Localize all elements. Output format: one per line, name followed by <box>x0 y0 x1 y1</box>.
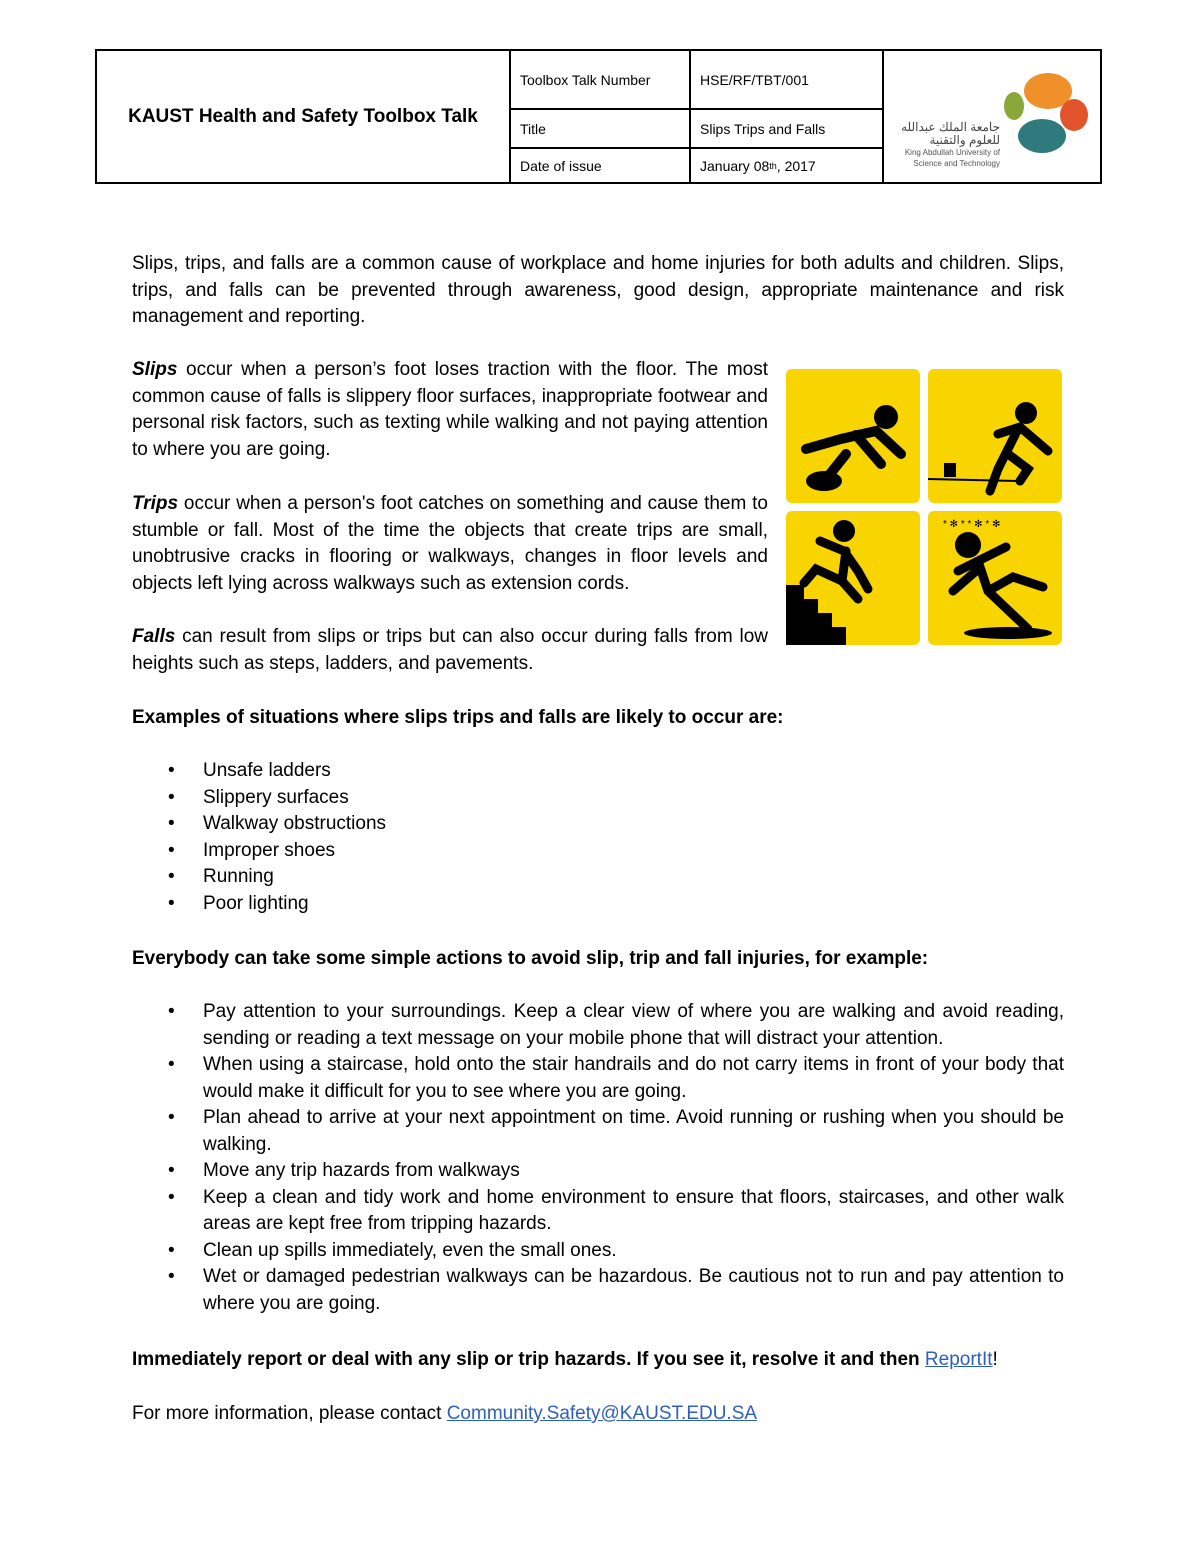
contact-text: For more information, please contact <box>132 1403 447 1424</box>
slips-paragraph <box>132 357 768 463</box>
reportit-link[interactable]: ReportIt <box>924 1349 993 1370</box>
date-sup: th <box>769 160 777 171</box>
trips-term: Trips <box>132 493 179 514</box>
date-tail: , 2017 <box>776 157 816 174</box>
date-main: January 08 <box>700 157 770 174</box>
falls-term: Falls <box>132 626 176 647</box>
document-title: KAUST Health and Safety Toolbox Talk <box>97 51 511 182</box>
list-item: • Pay attention to your surroundings. Keep a clear view of where you are walking and avoid reading, sending or reading a text message on your mobile phone that will distract your attention. <box>132 999 1064 1052</box>
situations-heading: Examples of situations where slips trips and falls are likely to occur are: <box>132 707 784 728</box>
slip-on-wet-floor-icon <box>928 511 1062 645</box>
header-row-number <box>511 51 882 110</box>
list-item: • Poor lighting <box>132 891 1064 918</box>
logo-english-2: Science and Technology <box>913 159 1000 168</box>
logo-arabic-1: جامعة الملك عبدالله <box>901 120 1000 134</box>
actions-heading: Everybody can take some simple actions to avoid slip, trip and fall injuries, for example: <box>132 948 929 969</box>
trip-over-rock-icon <box>786 369 920 503</box>
logo-text <box>901 121 1000 169</box>
list-item: • Walkway obstructions <box>132 811 1064 838</box>
header-label: Date of issue <box>511 149 691 182</box>
list-item: • Improper shoes <box>132 838 1064 865</box>
list-item: • Running <box>132 864 1064 891</box>
actions-list <box>132 999 1064 1317</box>
report-text: Immediately report or deal with any slip or trip hazards. If you see it, resolve it and then <box>132 1349 925 1370</box>
contact-email-link[interactable]: Community.Safety@KAUST.EDU.SA <box>446 1403 758 1424</box>
slip-trip-fall-pictograms <box>786 369 1063 645</box>
header-value: HSE/RF/TBT/001 <box>700 71 809 88</box>
list-item: • Slippery surfaces <box>132 785 1064 812</box>
header-label: Toolbox Talk Number <box>511 51 691 108</box>
report-tail: ! <box>992 1349 998 1370</box>
logo-english-1: King Abdullah University of <box>904 148 1000 157</box>
header-label: Title <box>511 110 691 147</box>
list-item: • Wet or damaged pedestrian walkways can be hazardous. Be cautious not to run and pay attention to where you are going. <box>132 1264 1064 1317</box>
list-item: • When using a staircase, hold onto the stair handrails and do not carry items in front of your body that would make it difficult for you to see where you are going. <box>132 1052 1064 1105</box>
slips-text: occur when a person’s foot loses traction with the floor. The most common cause of falls is slippery floor surfaces, inappropriate footwear and personal risk factors, such as texting while walking and not paying attention to where you are going. <box>132 359 768 460</box>
trips-text: occur when a person's foot catches on something and cause them to stumble or fall. Most of the time the objects that create trips are small, unobtrusive cracks in flooring or walkways, changes in floor levels and objects left lying across walkways such as extension cords. <box>132 493 768 594</box>
header-row-title <box>511 110 882 149</box>
document-header-table <box>95 49 1102 184</box>
logo-arabic-2: للعلوم والتقنية <box>929 133 1000 147</box>
falls-paragraph <box>132 624 768 677</box>
contact-line <box>132 1401 1064 1428</box>
list-item: • Unsafe ladders <box>132 758 1064 785</box>
kaust-logo <box>884 51 1100 182</box>
svg-text:* ✻ * * ✻ * ✻: * ✻ * * ✻ * ✻ <box>943 519 1001 530</box>
list-item: • Keep a clean and tidy work and home environment to ensure that floors, staircases, and other walk areas are kept free from tripping hazards. <box>132 1185 1064 1238</box>
report-statement <box>132 1347 1064 1374</box>
trip-over-cord-icon <box>928 369 1062 503</box>
intro-paragraph: Slips, trips, and falls are a common cause of workplace and home injuries for both adults and children. Slips, trips, and falls can be prevented through awareness, good design, appropriate maintenance and risk management and reporting. <box>132 253 1064 327</box>
situations-list <box>132 758 1064 917</box>
list-item: • Plan ahead to arrive at your next appointment on time. Avoid running or rushing when you should be walking. <box>132 1105 1064 1158</box>
header-value <box>691 149 882 182</box>
list-item: • Clean up spills immediately, even the small ones. <box>132 1238 1064 1265</box>
header-value: Slips Trips and Falls <box>700 120 826 137</box>
header-row-date <box>511 149 882 182</box>
fall-down-stairs-icon <box>786 511 920 645</box>
header-info-grid <box>511 51 884 182</box>
list-item: • Move any trip hazards from walkways <box>132 1158 1064 1185</box>
trips-paragraph <box>132 491 768 597</box>
slips-term: Slips <box>132 359 178 380</box>
falls-text: can result from slips or trips but can also occur during falls from low heights such as steps, ladders, and pavements. <box>132 626 768 674</box>
